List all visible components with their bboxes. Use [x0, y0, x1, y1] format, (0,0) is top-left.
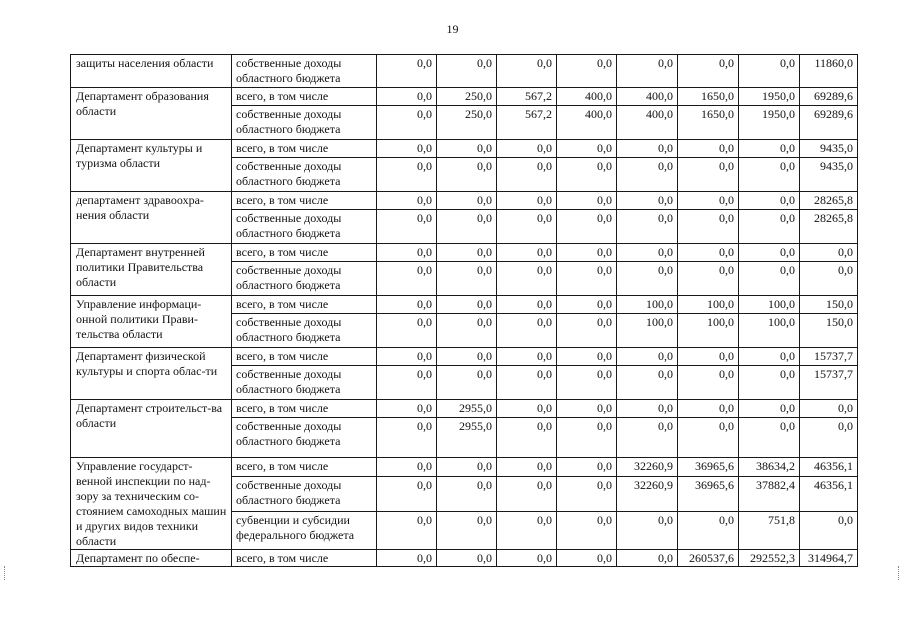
- department-cell: защиты населения области: [71, 55, 232, 88]
- value-cell: 0,0: [497, 262, 557, 296]
- value-cell: 0,0: [617, 366, 678, 400]
- value-cell: 15737,7: [800, 366, 858, 400]
- value-cell: 0,0: [678, 262, 739, 296]
- value-cell: 0,0: [739, 366, 800, 400]
- funding-source-cell: всего, в том числе: [232, 458, 377, 477]
- table-row: [71, 296, 858, 314]
- value-cell: 0,0: [557, 418, 617, 458]
- value-cell: 400,0: [617, 106, 678, 140]
- value-cell: 0,0: [377, 550, 437, 567]
- value-cell: 0,0: [497, 55, 557, 88]
- funding-source-cell: всего, в том числе: [232, 400, 377, 418]
- value-cell: 0,0: [437, 192, 497, 210]
- value-cell: 0,0: [557, 550, 617, 567]
- department-cell: Управление информаци-онной политики Прави-тельства области: [71, 296, 232, 348]
- table-row: [71, 400, 858, 418]
- value-cell: 0,0: [557, 244, 617, 262]
- value-cell: 0,0: [617, 140, 678, 158]
- value-cell: 32260,9: [617, 476, 678, 511]
- funding-source-cell: собственные доходы областного бюджета: [232, 262, 377, 296]
- funding-source-cell: собственные доходы областного бюджета: [232, 418, 377, 458]
- value-cell: 28265,8: [800, 192, 858, 210]
- value-cell: 0,0: [739, 210, 800, 244]
- value-cell: 2955,0: [437, 400, 497, 418]
- value-cell: 69289,6: [800, 106, 858, 140]
- value-cell: 0,0: [617, 262, 678, 296]
- value-cell: 250,0: [437, 106, 497, 140]
- value-cell: 0,0: [437, 314, 497, 348]
- value-cell: 0,0: [437, 476, 497, 511]
- department-cell: Департамент образования области: [71, 88, 232, 140]
- value-cell: 0,0: [497, 192, 557, 210]
- value-cell: 0,0: [678, 244, 739, 262]
- funding-source-cell: всего, в том числе: [232, 550, 377, 567]
- value-cell: 100,0: [739, 296, 800, 314]
- value-cell: 0,0: [557, 55, 617, 88]
- value-cell: 0,0: [678, 418, 739, 458]
- value-cell: 0,0: [377, 476, 437, 511]
- value-cell: 0,0: [557, 210, 617, 244]
- funding-source-cell: всего, в том числе: [232, 88, 377, 106]
- value-cell: 314964,7: [800, 550, 858, 567]
- value-cell: 292552,3: [739, 550, 800, 567]
- value-cell: 0,0: [557, 314, 617, 348]
- funding-source-cell: всего, в том числе: [232, 296, 377, 314]
- value-cell: 9435,0: [800, 158, 858, 192]
- funding-source-cell: собственные доходы областного бюджета: [232, 106, 377, 140]
- value-cell: 0,0: [497, 244, 557, 262]
- value-cell: 0,0: [557, 348, 617, 366]
- value-cell: 0,0: [678, 158, 739, 192]
- table-row: [71, 244, 858, 262]
- value-cell: 567,2: [497, 88, 557, 106]
- value-cell: 0,0: [739, 244, 800, 262]
- funding-source-cell: собственные доходы областного бюджета: [232, 158, 377, 192]
- value-cell: 0,0: [497, 158, 557, 192]
- value-cell: 260537,6: [678, 550, 739, 567]
- value-cell: 0,0: [557, 458, 617, 477]
- table-row: [71, 458, 858, 477]
- value-cell: 0,0: [678, 366, 739, 400]
- right-edge-mark: [898, 566, 902, 580]
- value-cell: 0,0: [617, 511, 678, 549]
- value-cell: 9435,0: [800, 140, 858, 158]
- value-cell: 0,0: [739, 262, 800, 296]
- value-cell: 0,0: [437, 458, 497, 477]
- value-cell: 0,0: [557, 400, 617, 418]
- value-cell: 0,0: [377, 418, 437, 458]
- table-row: [71, 192, 858, 210]
- funding-source-cell: собственные доходы областного бюджета: [232, 366, 377, 400]
- value-cell: 0,0: [437, 550, 497, 567]
- budget-table: [70, 54, 858, 567]
- value-cell: 0,0: [377, 348, 437, 366]
- value-cell: 0,0: [377, 158, 437, 192]
- value-cell: 0,0: [377, 140, 437, 158]
- value-cell: 0,0: [617, 348, 678, 366]
- value-cell: 0,0: [497, 140, 557, 158]
- value-cell: 100,0: [678, 314, 739, 348]
- funding-source-cell: собственные доходы областного бюджета: [232, 476, 377, 511]
- value-cell: 36965,6: [678, 476, 739, 511]
- funding-source-cell: собственные доходы областного бюджета: [232, 210, 377, 244]
- value-cell: 36965,6: [678, 458, 739, 477]
- value-cell: 0,0: [377, 262, 437, 296]
- value-cell: 0,0: [497, 418, 557, 458]
- value-cell: 0,0: [617, 55, 678, 88]
- value-cell: 0,0: [497, 210, 557, 244]
- table-body: [71, 55, 858, 567]
- value-cell: 0,0: [800, 244, 858, 262]
- value-cell: 15737,7: [800, 348, 858, 366]
- department-cell: Департамент по обеспе-: [71, 550, 232, 567]
- value-cell: 46356,1: [800, 458, 858, 477]
- value-cell: 0,0: [678, 511, 739, 549]
- value-cell: 69289,6: [800, 88, 858, 106]
- value-cell: 0,0: [377, 366, 437, 400]
- table-row: [71, 88, 858, 106]
- funding-source-cell: всего, в том числе: [232, 192, 377, 210]
- value-cell: 0,0: [800, 511, 858, 549]
- value-cell: 32260,9: [617, 458, 678, 477]
- value-cell: 37882,4: [739, 476, 800, 511]
- value-cell: 0,0: [800, 400, 858, 418]
- value-cell: 0,0: [497, 348, 557, 366]
- value-cell: 0,0: [617, 550, 678, 567]
- value-cell: 0,0: [739, 158, 800, 192]
- value-cell: 100,0: [678, 296, 739, 314]
- value-cell: 1950,0: [739, 106, 800, 140]
- value-cell: 150,0: [800, 296, 858, 314]
- value-cell: 0,0: [377, 244, 437, 262]
- funding-source-cell: всего, в том числе: [232, 140, 377, 158]
- department-cell: Департамент внутренней политики Правительства области: [71, 244, 232, 296]
- value-cell: 0,0: [497, 296, 557, 314]
- value-cell: 0,0: [800, 262, 858, 296]
- value-cell: 0,0: [377, 314, 437, 348]
- value-cell: 0,0: [497, 550, 557, 567]
- value-cell: 0,0: [497, 314, 557, 348]
- value-cell: 0,0: [739, 140, 800, 158]
- table-row: [71, 55, 858, 88]
- value-cell: 0,0: [617, 244, 678, 262]
- value-cell: 0,0: [739, 192, 800, 210]
- department-cell: Управление государст-венной инспекции по над-зору за техническим со-стоянием самоходных машин и других видов техники области: [71, 458, 232, 550]
- value-cell: 0,0: [678, 400, 739, 418]
- value-cell: 0,0: [617, 158, 678, 192]
- value-cell: 0,0: [497, 366, 557, 400]
- value-cell: 0,0: [497, 476, 557, 511]
- value-cell: 0,0: [617, 210, 678, 244]
- value-cell: 0,0: [377, 458, 437, 477]
- value-cell: 0,0: [437, 296, 497, 314]
- value-cell: 0,0: [557, 476, 617, 511]
- table-row: [71, 550, 858, 567]
- value-cell: 0,0: [377, 296, 437, 314]
- value-cell: 400,0: [617, 88, 678, 106]
- value-cell: 0,0: [437, 140, 497, 158]
- department-cell: Департамент строительст-ва области: [71, 400, 232, 458]
- value-cell: 0,0: [617, 418, 678, 458]
- value-cell: 250,0: [437, 88, 497, 106]
- value-cell: 2955,0: [437, 418, 497, 458]
- value-cell: 0,0: [557, 511, 617, 549]
- value-cell: 0,0: [377, 400, 437, 418]
- value-cell: 0,0: [678, 348, 739, 366]
- value-cell: 0,0: [678, 55, 739, 88]
- value-cell: 0,0: [557, 366, 617, 400]
- value-cell: 0,0: [678, 192, 739, 210]
- value-cell: 0,0: [377, 106, 437, 140]
- value-cell: 0,0: [437, 511, 497, 549]
- value-cell: 0,0: [739, 348, 800, 366]
- value-cell: 0,0: [557, 262, 617, 296]
- table-row: [71, 348, 858, 366]
- value-cell: 100,0: [617, 296, 678, 314]
- value-cell: 0,0: [377, 210, 437, 244]
- value-cell: 0,0: [739, 418, 800, 458]
- value-cell: 0,0: [437, 55, 497, 88]
- value-cell: 46356,1: [800, 476, 858, 511]
- value-cell: 0,0: [437, 244, 497, 262]
- value-cell: 0,0: [678, 140, 739, 158]
- funding-source-cell: всего, в том числе: [232, 348, 377, 366]
- value-cell: 0,0: [437, 366, 497, 400]
- value-cell: 38634,2: [739, 458, 800, 477]
- value-cell: 1650,0: [678, 106, 739, 140]
- left-edge-mark: [4, 566, 8, 580]
- value-cell: 0,0: [800, 418, 858, 458]
- value-cell: 0,0: [497, 458, 557, 477]
- value-cell: 0,0: [377, 88, 437, 106]
- funding-source-cell: собственные доходы областного бюджета: [232, 314, 377, 348]
- funding-source-cell: субвенции и субсидии федерального бюджета: [232, 511, 377, 549]
- value-cell: 0,0: [437, 348, 497, 366]
- value-cell: 0,0: [739, 400, 800, 418]
- value-cell: 0,0: [497, 511, 557, 549]
- value-cell: 0,0: [678, 210, 739, 244]
- value-cell: 1650,0: [678, 88, 739, 106]
- value-cell: 0,0: [377, 55, 437, 88]
- department-cell: Департамент физической культуры и спорта облас-ти: [71, 348, 232, 400]
- value-cell: 0,0: [377, 192, 437, 210]
- value-cell: 100,0: [617, 314, 678, 348]
- department-cell: Департамент культуры и туризма области: [71, 140, 232, 192]
- value-cell: 0,0: [437, 210, 497, 244]
- value-cell: 0,0: [557, 140, 617, 158]
- value-cell: 1950,0: [739, 88, 800, 106]
- value-cell: 751,8: [739, 511, 800, 549]
- value-cell: 400,0: [557, 88, 617, 106]
- value-cell: 0,0: [497, 400, 557, 418]
- table-row: [71, 140, 858, 158]
- value-cell: 0,0: [617, 400, 678, 418]
- value-cell: 0,0: [437, 158, 497, 192]
- page-number: 19: [446, 22, 459, 36]
- value-cell: 0,0: [557, 192, 617, 210]
- value-cell: 100,0: [739, 314, 800, 348]
- value-cell: 0,0: [557, 296, 617, 314]
- value-cell: 0,0: [377, 511, 437, 549]
- value-cell: 0,0: [739, 55, 800, 88]
- value-cell: 0,0: [617, 192, 678, 210]
- value-cell: 0,0: [437, 262, 497, 296]
- value-cell: 150,0: [800, 314, 858, 348]
- funding-source-cell: всего, в том числе: [232, 244, 377, 262]
- value-cell: 11860,0: [800, 55, 858, 88]
- value-cell: 400,0: [557, 106, 617, 140]
- funding-source-cell: собственные доходы областного бюджета: [232, 55, 377, 88]
- value-cell: 28265,8: [800, 210, 858, 244]
- value-cell: 0,0: [557, 158, 617, 192]
- department-cell: департамент здравоохра-нения области: [71, 192, 232, 244]
- value-cell: 567,2: [497, 106, 557, 140]
